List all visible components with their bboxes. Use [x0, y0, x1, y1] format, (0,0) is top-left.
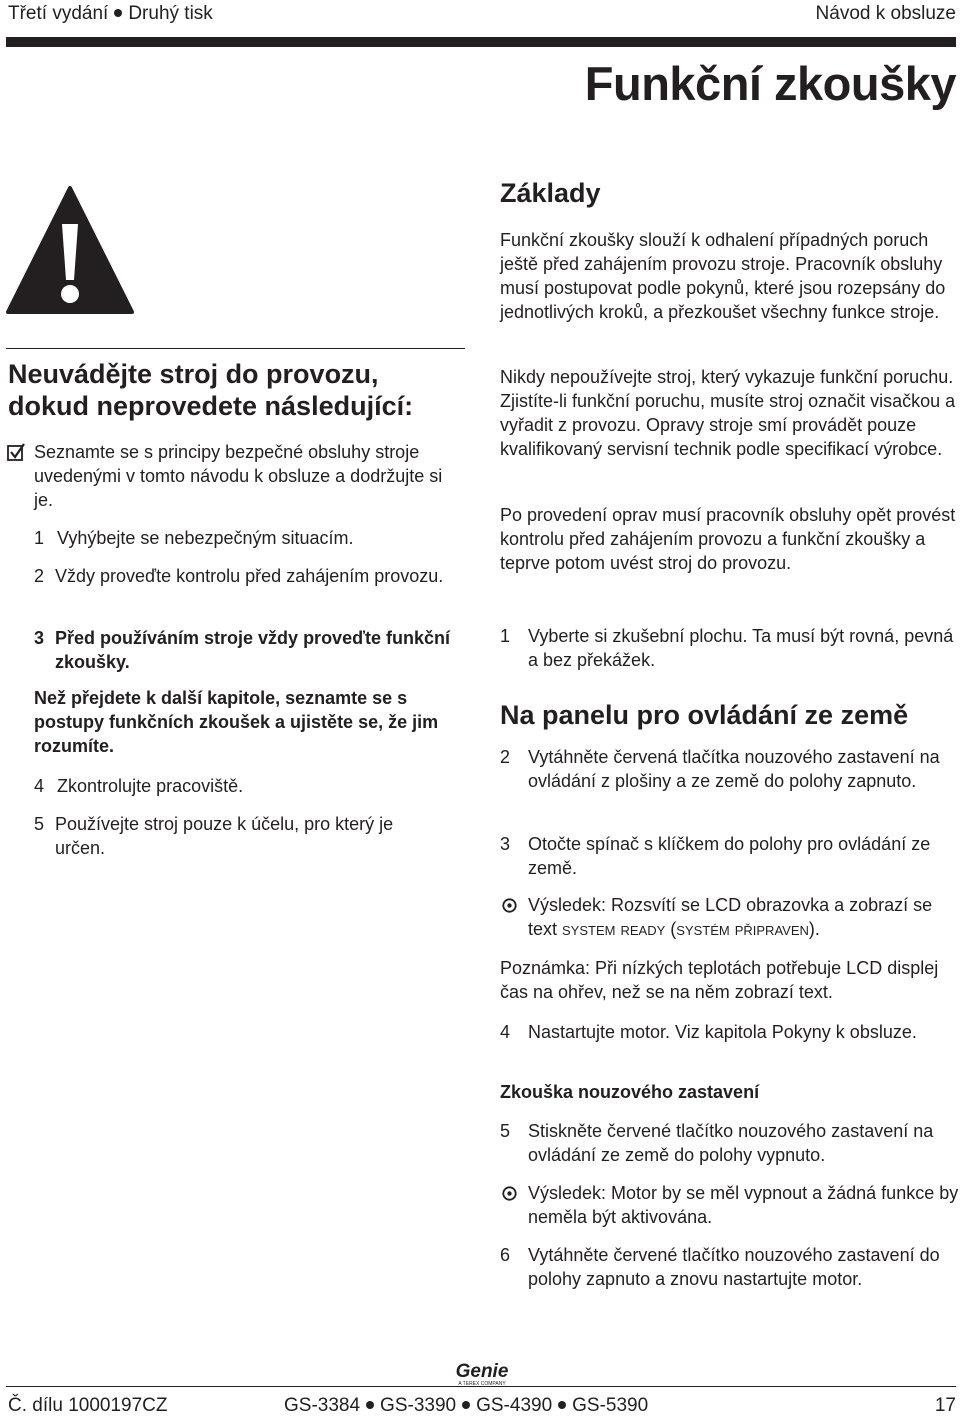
section-heading-basics: Základy: [500, 178, 601, 208]
left-item-2: [34, 564, 454, 588]
logo-subtext: A TEREX COMPANY: [458, 1381, 506, 1386]
result-text-main: Výsledek: Rozsvítí se LCD obrazovka a zobrazí se text: [528, 895, 933, 939]
paren-close: ).: [808, 919, 820, 939]
left-divider: [6, 348, 465, 349]
result-target-icon: [502, 898, 517, 913]
item-text: Před používáním stroje vždy proveďte funkční zkoušky.: [55, 628, 451, 672]
printing-text: Druhý tisk: [128, 3, 213, 24]
bold-note: Než přejdete k další kapitole, seznamte se s postupy funkčních zkoušek a ujistěte se, že jim rozumíte.: [34, 688, 439, 756]
warning-triangle-icon: [6, 184, 134, 316]
warning-heading-line1: Neuvádějte stroj do provozu,: [8, 359, 379, 389]
model-1: GS-3384: [284, 1395, 361, 1416]
bullet-dot: [114, 9, 122, 17]
left-item-3: [34, 626, 454, 674]
result-text: [528, 893, 960, 941]
header-edition: [8, 3, 213, 25]
bullet-dot: [558, 1401, 566, 1409]
header-rule: [6, 37, 956, 47]
step-text: Vytáhněte červená tlačítka nouzového zastavení na ovládání z plošiny a ze země do polohy zapnuto.: [528, 747, 940, 791]
step-number: 4: [500, 1022, 511, 1042]
page-title: Funkční zkoušky: [584, 57, 956, 110]
logo-text: Genie: [455, 1361, 509, 1382]
step-text: Nastartujte motor. Viz kapitola Pokyny k obsluze.: [528, 1022, 917, 1042]
check-text: Seznamte se s principy bezpečné obsluhy stroje uvedenými v tomto návodu k obsluze a dodržujte si je.: [34, 442, 443, 510]
step-text: Stiskněte červené tlačítko nouzového zastavení na ovládání ze země do polohy vypnuto.: [528, 1121, 934, 1165]
step-1: [500, 624, 960, 672]
section-heading-ground-controls: Na panelu pro ovládání ze země: [500, 700, 909, 730]
left-item-1: [34, 526, 454, 550]
step-4: [500, 1020, 960, 1044]
item-number: 3: [34, 628, 45, 648]
left-item-5: [34, 812, 434, 860]
result-target-icon: [502, 1186, 517, 1201]
step-number: 3: [500, 834, 511, 854]
result-2: [500, 1181, 960, 1229]
subheading-emergency-stop: Zkouška nouzového zastavení: [500, 1082, 760, 1102]
step-6: [500, 1243, 960, 1291]
step-2: [500, 745, 960, 793]
warning-heading: [8, 358, 468, 422]
item-number: 2: [34, 566, 45, 586]
paren-open: (: [665, 919, 677, 939]
bullet-dot: [366, 1401, 374, 1409]
left-item-4: [34, 774, 454, 798]
step-5: [500, 1119, 960, 1167]
model-3: GS-4390: [476, 1395, 553, 1416]
step-number: 2: [500, 747, 511, 767]
step-text: Vytáhněte červené tlačítko nouzového zastavení do polohy zapnuto a znovu nastartujte motor.: [528, 1245, 940, 1289]
item-number: 4: [34, 776, 45, 796]
model-4: GS-5390: [572, 1395, 649, 1416]
footer-rule: [6, 1386, 956, 1387]
result-text: Výsledek: Motor by se měl vypnout a žádná funkce by neměla být aktivována.: [528, 1183, 959, 1227]
step-text: Otočte spínač s klíčkem do polohy pro ovládání ze země.: [528, 834, 931, 878]
step-number: 6: [500, 1245, 511, 1265]
system-ready-cz-text: systém připraven: [676, 919, 809, 939]
item-text: Zkontrolujte pracoviště.: [57, 776, 244, 796]
footer-part-number: Č. dílu 1000197CZ: [8, 1395, 168, 1416]
item-number: 5: [34, 814, 45, 834]
item-text: Vždy proveďte kontrolu před zahájením provozu.: [55, 566, 444, 586]
edition-text: Třetí vydání: [8, 3, 109, 24]
basics-paragraph-3: Po provedení oprav musí pracovník obsluhy opět provést kontrolu před zahájením provozu a funkční zkoušky a teprve potom uvést stroj do provozu.: [500, 505, 956, 573]
checkbox-checked-icon: [7, 443, 26, 462]
basics-paragraph-1: Funkční zkoušky slouží k odhalení případných poruch ještě před zahájením provozu stroje. Pracovník obsluhy musí postupovat podle pokynů, které jsou rozepsány do jednotlivých kroků, a přezkoušet všechny funkce stroje.: [500, 230, 946, 322]
model-2: GS-3390: [380, 1395, 457, 1416]
step-text: Vyberte si zkušební plochu. Ta musí být rovná, pevná a bez překážek.: [528, 626, 954, 670]
item-number: 1: [34, 528, 45, 548]
bullet-dot: [462, 1401, 470, 1409]
step-3: [500, 832, 960, 880]
item-text: Vyhýbejte se nebezpečným situacím.: [57, 528, 354, 548]
footer-page-number: 17: [934, 1395, 956, 1416]
step-number: 5: [500, 1121, 511, 1141]
header-manual: Návod k obsluze: [815, 3, 956, 24]
genie-logo: [446, 1360, 518, 1386]
step-number: 1: [500, 626, 511, 646]
warning-heading-line2: dokud neprovedete následující:: [8, 391, 414, 421]
note-paragraph: Poznámka: Při nízkých teplotách potřebuje LCD displej čas na ohřev, než se na něm zobrazí text.: [500, 958, 939, 1002]
basics-paragraph-2: Nikdy nepoužívejte stroj, který vykazuje funkční poruchu. Zjistíte-li funkční poruchu, musíte stroj označit visačkou a vyřadit z provozu. Opravy stroje smí provádět pouze kvalifikovaný servisní technik podle specifikací výrobce.: [500, 367, 956, 459]
result-1: [500, 893, 960, 941]
footer-models: [284, 1395, 648, 1417]
item-text: Používejte stroj pouze k účelu, pro který je určen.: [55, 814, 394, 858]
system-ready-text: system ready: [562, 919, 666, 939]
